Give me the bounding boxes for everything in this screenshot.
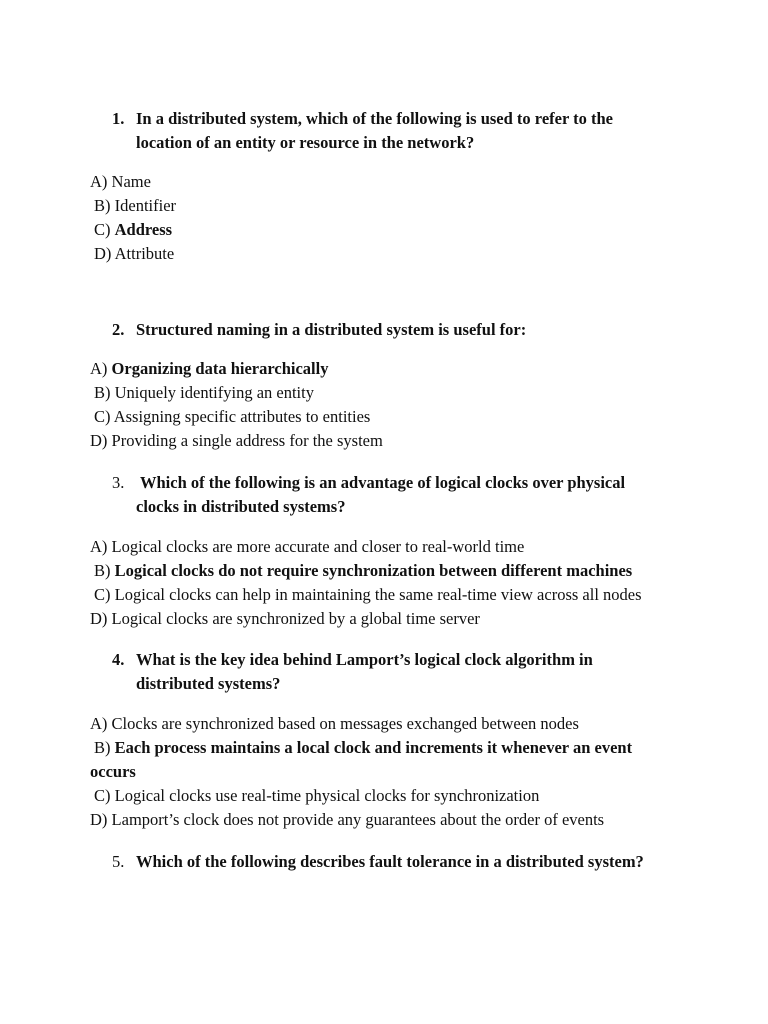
options-4 (90, 712, 730, 832)
option-text: Logical clocks are more accurate and closer to real-world time (111, 537, 525, 556)
question-2-line-1 (112, 318, 712, 342)
option-2c (90, 405, 730, 429)
option-2a (90, 357, 730, 381)
options-3 (90, 535, 730, 631)
option-letter: A) (90, 537, 108, 556)
option-4b (90, 736, 730, 760)
option-text: Logical clocks use real-time physical clocks for synchronization (114, 786, 540, 805)
option-text: Uniquely identifying an entity (114, 383, 314, 402)
question-text: Which of the following describes fault tolerance in a distributed system? (136, 852, 644, 871)
option-letter: D) (90, 810, 108, 829)
question-1-line-2: location of an entity or resource in the network? (136, 133, 475, 152)
question-text: In a distributed system, which of the following is used to refer to the (136, 109, 613, 128)
question-3 (112, 471, 712, 519)
option-letter: D) (90, 431, 108, 450)
option-text: Name (111, 172, 151, 191)
option-letter: A) (90, 359, 108, 378)
option-2b (90, 381, 730, 405)
option-3c (90, 583, 730, 607)
option-3d (90, 607, 730, 631)
option-1b (90, 194, 730, 218)
option-text-correct: Address (114, 220, 173, 239)
question-1 (112, 107, 712, 155)
question-number: 3. (112, 473, 125, 492)
options-2 (90, 357, 730, 453)
option-letter: A) (90, 714, 108, 733)
option-2d (90, 429, 730, 453)
question-2 (112, 318, 712, 342)
option-letter: B) (94, 738, 111, 757)
question-1-line-1 (112, 107, 712, 131)
options-1 (90, 170, 730, 266)
question-5 (112, 850, 712, 874)
option-text: Logical clocks can help in maintaining the same real-time view across all nodes (114, 585, 642, 604)
option-1c (90, 218, 730, 242)
option-text: Providing a single address for the system (111, 431, 383, 450)
option-4d (90, 808, 730, 832)
option-text: Lamport’s clock does not provide any guarantees about the order of events (111, 810, 605, 829)
question-text: What is the key idea behind Lamport’s logical clock algorithm in (136, 650, 593, 669)
option-text: Identifier (114, 196, 177, 215)
question-4-line-1 (112, 648, 712, 672)
option-letter: C) (94, 786, 111, 805)
option-text: Logical clocks are synchronized by a global time server (111, 609, 480, 628)
option-text: Attribute (114, 244, 175, 263)
option-text-correct: Logical clocks do not require synchronization between different machines (114, 561, 633, 580)
option-letter: D) (94, 244, 112, 263)
option-letter: C) (94, 585, 111, 604)
question-text: Which of the following is an advantage of logical clocks over physical (140, 473, 626, 492)
option-3b (90, 559, 730, 583)
question-4 (112, 648, 712, 696)
option-letter: C) (94, 407, 111, 426)
question-number: 5. (112, 852, 125, 871)
question-3-line-2: clocks in distributed systems? (136, 497, 346, 516)
option-text-correct: Each process maintains a local clock and increments it whenever an event (114, 738, 633, 757)
question-text: Structured naming in a distributed system is useful for: (136, 320, 527, 339)
question-4-line-2: distributed systems? (136, 674, 281, 693)
option-4a (90, 712, 730, 736)
question-5-line-1 (112, 850, 712, 874)
option-letter: B) (94, 383, 111, 402)
option-1a (90, 170, 730, 194)
question-3-line-1 (112, 471, 712, 495)
option-letter: B) (94, 561, 111, 580)
question-number: 2. (112, 320, 125, 339)
question-number: 4. (112, 650, 125, 669)
option-text: Assigning specific attributes to entities (113, 407, 371, 426)
option-3a (90, 535, 730, 559)
option-letter: A) (90, 172, 108, 191)
option-text-correct: Organizing data hierarchically (111, 359, 329, 378)
question-number: 1. (112, 109, 125, 128)
option-4c (90, 784, 730, 808)
option-text: Clocks are synchronized based on messages exchanged between nodes (111, 714, 579, 733)
option-letter: C) (94, 220, 111, 239)
option-1d (90, 242, 730, 266)
option-letter: D) (90, 609, 108, 628)
option-4b-continuation: occurs (90, 762, 136, 781)
option-letter: B) (94, 196, 111, 215)
